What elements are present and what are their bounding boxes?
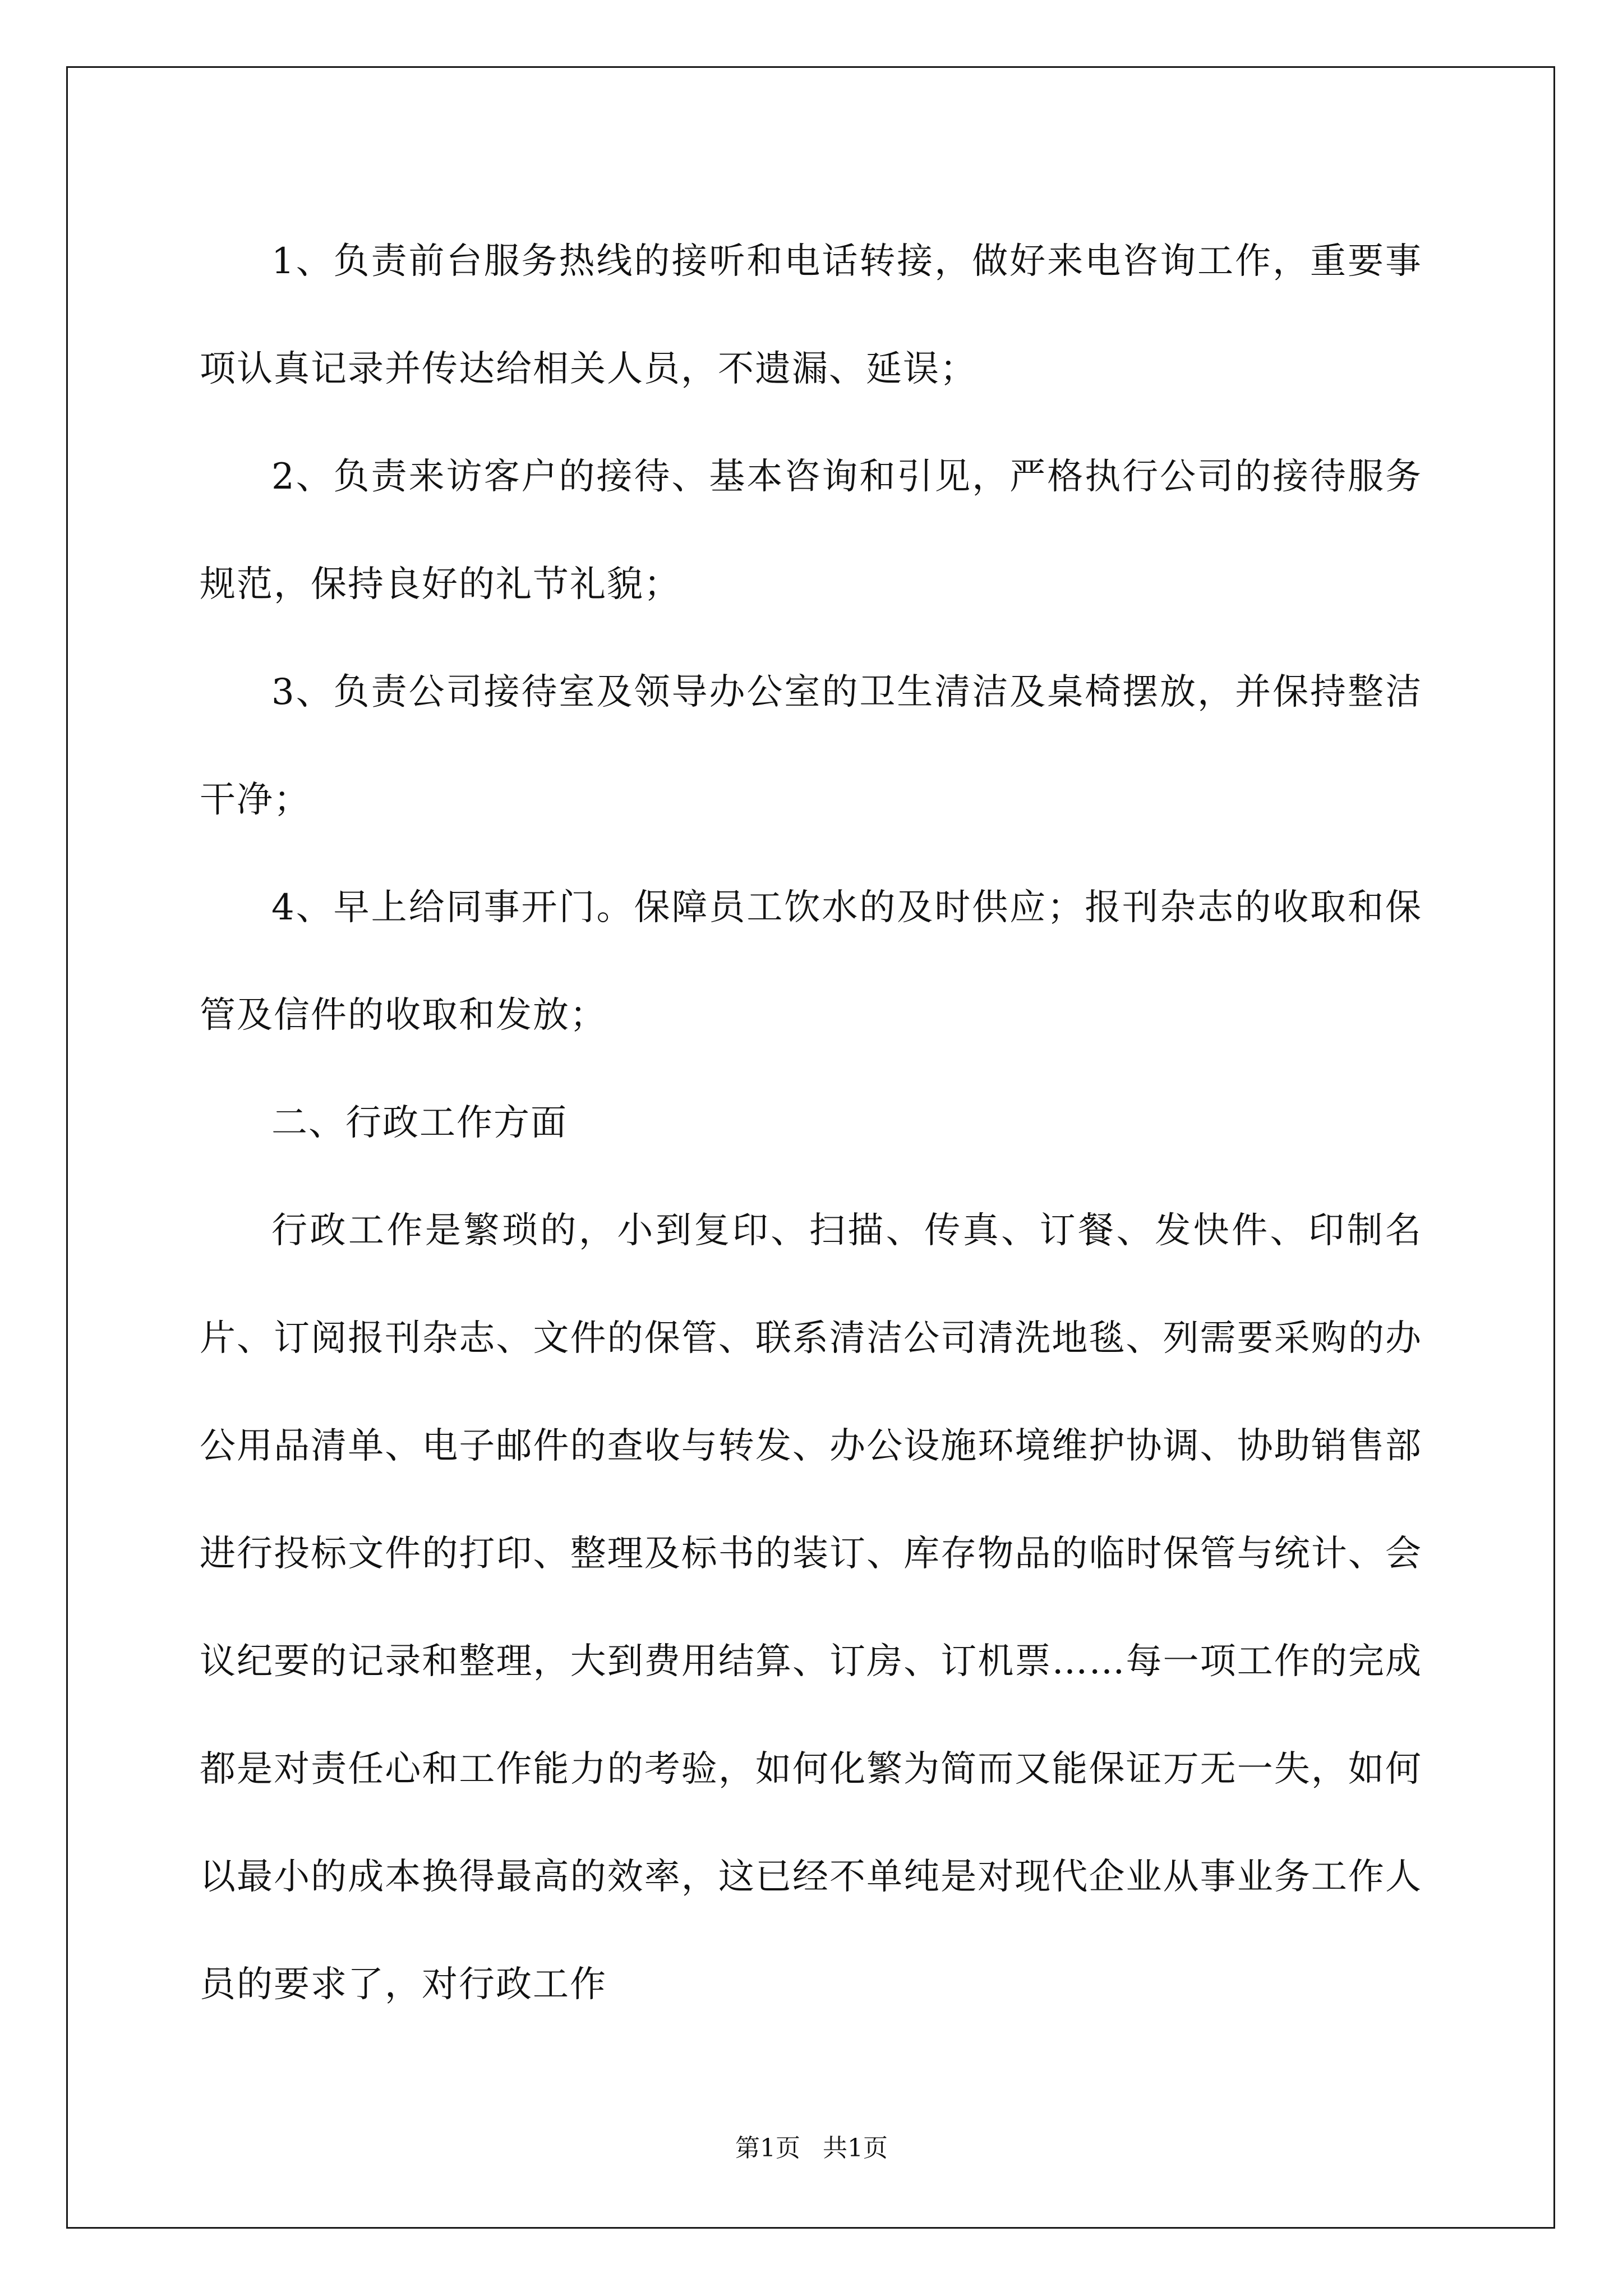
paragraph-1: 1、负责前台服务热线的接听和电话转接，做好来电咨询工作，重要事项认真记录并传达给相关人员，不遗漏、延误； bbox=[200, 241, 1422, 390]
paragraph-5: 行政工作是繁琐的，小到复印、扫描、传真、订餐、发快件、印制名片、订阅报刊杂志、文件的保管、联系清洁公司清洗地毯、列需要采购的办公用品清单、电子邮件的查收与转发、办公设施环境维护协调、协助销售部进行投标文件的打印、整理及标书的装订、库存物品的临时保管与统计、会议纪要的记录和整理，大到费用结算、订房、订机票……每一项工作的完成都是对责任心和工作能力的考验，如何化繁为简而又能保证万无一失，如何以最小的成本换得最高的效率，这已经不单纯是对现代企业从事业务工作人员的要求了，对行政工作 bbox=[200, 1210, 1422, 2005]
page-footer bbox=[0, 2132, 1623, 2165]
document-body bbox=[200, 208, 1422, 2039]
paragraph-2: 2、负责来访客户的接待、基本咨询和引见，严格执行公司的接待服务规范，保持良好的礼节礼貌； bbox=[200, 456, 1422, 605]
total-pages: 共1页 bbox=[823, 2134, 888, 2162]
section-heading: 二、行政工作方面 bbox=[271, 1102, 568, 1144]
paragraph-3: 3、负责公司接待室及领导办公室的卫生清洁及桌椅摆放，并保持整洁干净； bbox=[200, 671, 1422, 821]
paragraph-4: 4、早上给同事开门。保障员工饮水的及时供应；报刊杂志的收取和保管及信件的收取和发放； bbox=[200, 887, 1422, 1036]
page-number: 第1页 bbox=[735, 2134, 800, 2162]
